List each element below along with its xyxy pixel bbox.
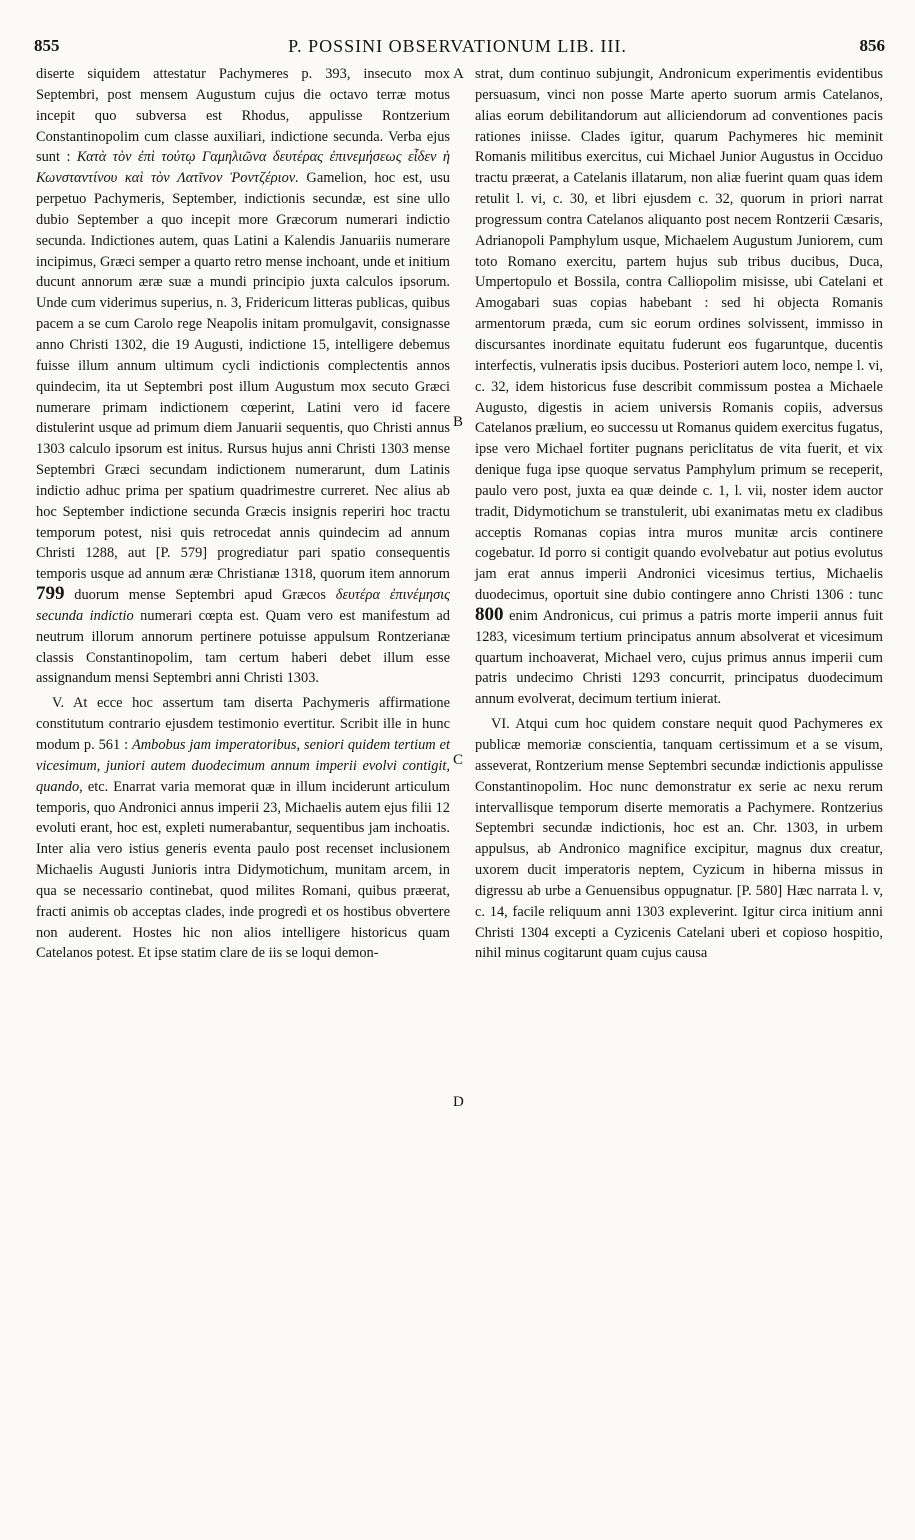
paragraph-v [36, 693, 450, 964]
left-column [36, 64, 450, 964]
running-title: P. POSSINI OBSERVATIONUM LIB. III. [288, 36, 627, 56]
text-run: VI. Atqui cum hoc quidem constare nequit quod Pachymeres ex publicæ memoriæ conscientia, tanquam certissimum et a se visum, asseverat, Rontzerium mense Septembri secundæ indictionis appulisse Constantinopolim. Hoc nunc demonstratur ex serie ac nexu rerum intervallisque temporum diserte memoratis a Pachymere. Rontzerius Septembri secundæ indictionis, hoc est an. Chr. 1303, in urbem appulsus, ab Andronico magnifice excipitur, magnus dux creatur, uxorem ducit imperatoris neptem, Cyzicum in hiberna missus in digressu ab urbe a Genuensibus oppugnatur. [P. 580] Hæc narrata l. v, c. 14, facile reliquum anni 1303 expleverint. Igitur circa initium anni Christi 1304 excepti a Cyzicenis Catelani uberi et copioso hospitio, nihil minus cogitarunt quam cujus causa [475, 716, 883, 962]
latin-gloss: secunda indictio [36, 607, 134, 624]
right-column [475, 64, 883, 964]
margin-marker-a: A [453, 66, 464, 82]
text-run: strat, dum continuo subjungit, Andronicum experimentis evidentibus persuasum, vinci non posse Marte aperto suorum armis Catelanos, alias eorum debilitandorum aut alliciendorum ad conventiones pacis rationes iniisse. Clades igitur, quarum Pachymeres hic meminit Romanis militibus exercitus, cui Michael Junior Augustus in Occiduo tractu præerat, a Catelanis illatarum, non aliæ fuerint quam quas idem retulit l. vi, c. 30, et libri ejusdem c. 32, quorum in priori narrat progressum contra Catelanos aliquanto post necem Rontzerii Cæsaris, Adrianopoli Pamphylum usque, Michaelem Augustum Juniorem, cum toto Romano exercitu, partem hujus sub tribus ducibus, Duca, Umpertopulo et Bossila, contra Calliopolim misisse, ubi Catelani et Amogabari suas copias habebant : sed hi objecta Romanis armentorum præda, cum sic eorum ordines solvissent, immisso in discursantes inordinate equitatu fuderunt eos fugaruntque, ducentis interfectis, vulneratis ipsis ducibus. Posteriori autem loco, nempe l. vi, c. 32, idem historicus fuse describit commissum postea a Michaele Augusto, digestis in aciem universis Romanis copiis, adversus Catelanos prælium, eo successu ut Romanus quidem exercitus fugatus, ipse vero Michael fortiter pugnans periclitatus de vita fuerit, et vix denique fuga ipse quoque servatus Pamphylum primum se receperit, paulo vero post, juxta ea quæ deinde c. 1, l. vii, noster idem auctor tradit, Didymotichum se transtulerit, ubi exanimatas metu ex cladibus acceptis Romanas copias intra muros munitæ arcis continere cogebatur. Id porro si contigit quando evolvebatur aut potius evolutus jam erat annus imperii Andronici vicesimus tertius, Michaelis duodecimus, oportuit sine dubio contingere anno Christi 1306 : tunc [475, 66, 883, 604]
text-run: diserte siquidem attestatur Pachymeres p. 393, insecuto mox Septembri, post mensem Augustum cujus die octavo terræ motus incepit quo subversa est Rhodus, appulisse Rontzerium Constantinopolim cum classe auxiliari, indictione secunda. Verba ejus sunt : [36, 66, 450, 166]
margin-marker-c: C [453, 752, 464, 768]
greek-phrase: δευτέρα ἐπινέμησις [335, 587, 450, 604]
page-number-right: 856 [859, 36, 885, 55]
page-header [30, 36, 885, 62]
text-run: etc. Enarrat varia memorat quæ in illum inciderunt articulum temporis, quo Andronici annus imperii 23, Michaelis autem ejus filii 12 evoluti erant, hoc est, expleti numerabantur, sequentibus jam inchoatis. Inter alia vero istius generis eventa paulo post recenset inclusionem Michaelis Augusti Junioris intra Didymotichum, munitam arcem, in qua se necessario continebat, quod milites Romani, quibus præerat, fracti animis ob acceptas clades, inde progredi et os hostibus obvertere non auderent. Hostes hic non alios intelligere historicus quam Catelanos potest. Et ipse statim clare de iis se loqui demon- [36, 778, 450, 962]
paragraph-iv-continued [36, 64, 450, 689]
page-number-left: 855 [34, 36, 60, 55]
text-run: V. At ecce hoc assertum tam diserta Pachymeris affirmatione constitutum contrario ejusdem testimonio evertitur. Scribit ille in hunc modum p. 561 : [36, 695, 450, 753]
greek-quotation: Κατὰ τὸν ἐπὶ τούτῳ Γαμηλιῶνα δευτέρας ἐπινεμήσεως εἶδεν ἡ Κωνσταντίνου καὶ τὸν Λατῖνον Ῥοντζέριον. [36, 149, 450, 187]
paragraph-vi [475, 714, 883, 964]
section-number: 800 [475, 603, 504, 625]
text-run: numerari cœpta est. Quam vero est manifestum ad neutrum illorum annorum pertinere potuisse appulsum Rontzerianæ classis Constantinopolim, tam certum haberi debet illum esse assignandum mensi Septembri anni Christi 1303. [36, 607, 450, 687]
text-run: enim Andronicus, cui primus a patris morte imperii annus fuit 1283, vicesimum tertium principatus annum absolverat et vicesimum quartum inchoaverat, Michael vero, cujus primus annus imperii cum patris undecimo Christi 1293 concurrit, principatus duodecimum annum evolverat, decimum tertium inierat. [475, 607, 883, 708]
paragraph-v-continued [475, 64, 883, 710]
pachymeres-quotation: Ambobus jam imperatoribus, seniori quidem tertium et vicesimum, juniori autem duodecimum annum imperii evolvi contigit, quando, [36, 737, 450, 795]
text-run: duorum mense Septembri apud Græcos [64, 587, 336, 604]
margin-marker-d: D [453, 1094, 464, 1110]
margin-marker-b: B [453, 414, 464, 430]
section-number: 799 [36, 583, 65, 605]
text-run: Gamelion, hoc est, usu perpetuo Pachymeris, September, indictionis secundæ, est sine ullo dubio September a quo incepit more Græcorum numerari indictio secunda. Indictiones autem, quas Latini a Kalendis Januariis numerare incipimus, Græci semper a quarto retro mense inchoant, unde et initium ducunt annorum æræ suæ a mundi principio juxta calculos ipsorum. Unde cum viderimus superius, n. 3, Fridericum litteras publicas, quibus pacem a se cum Carolo rege Neapolis initam promulgavit, consignasse anno Christi 1302, die 19 Augusti, indictione 15, intelligere debemus fuisse illum annum ultimum cycli indictionis complectentis annos quindecim, ita ut Septembri post illum Augustum mox secuto Græci numerare primam indictionem cœperint, Latini vero id facere distulerint usque ad primum diem Januarii sequentis, quo Christi annus 1303 calculo ipsorum est initus. Rursus hujus anni Christi 1303 mense Septembri Græci secundam indictionem numerarunt, dum Latinis indictio adhuc prima per spatium quadrimestre curreret. Nec alius ab hoc September indictione secunda Græcis insignis reperiri hoc tractu temporum potest, nisi quis retrocedat annis quindecim ad annum Christi 1288, aut [P. 579] progrediatur pari spatio consequentis temporis usque ad annum æræ Christianæ 1318, quorum item annorum [36, 170, 450, 583]
